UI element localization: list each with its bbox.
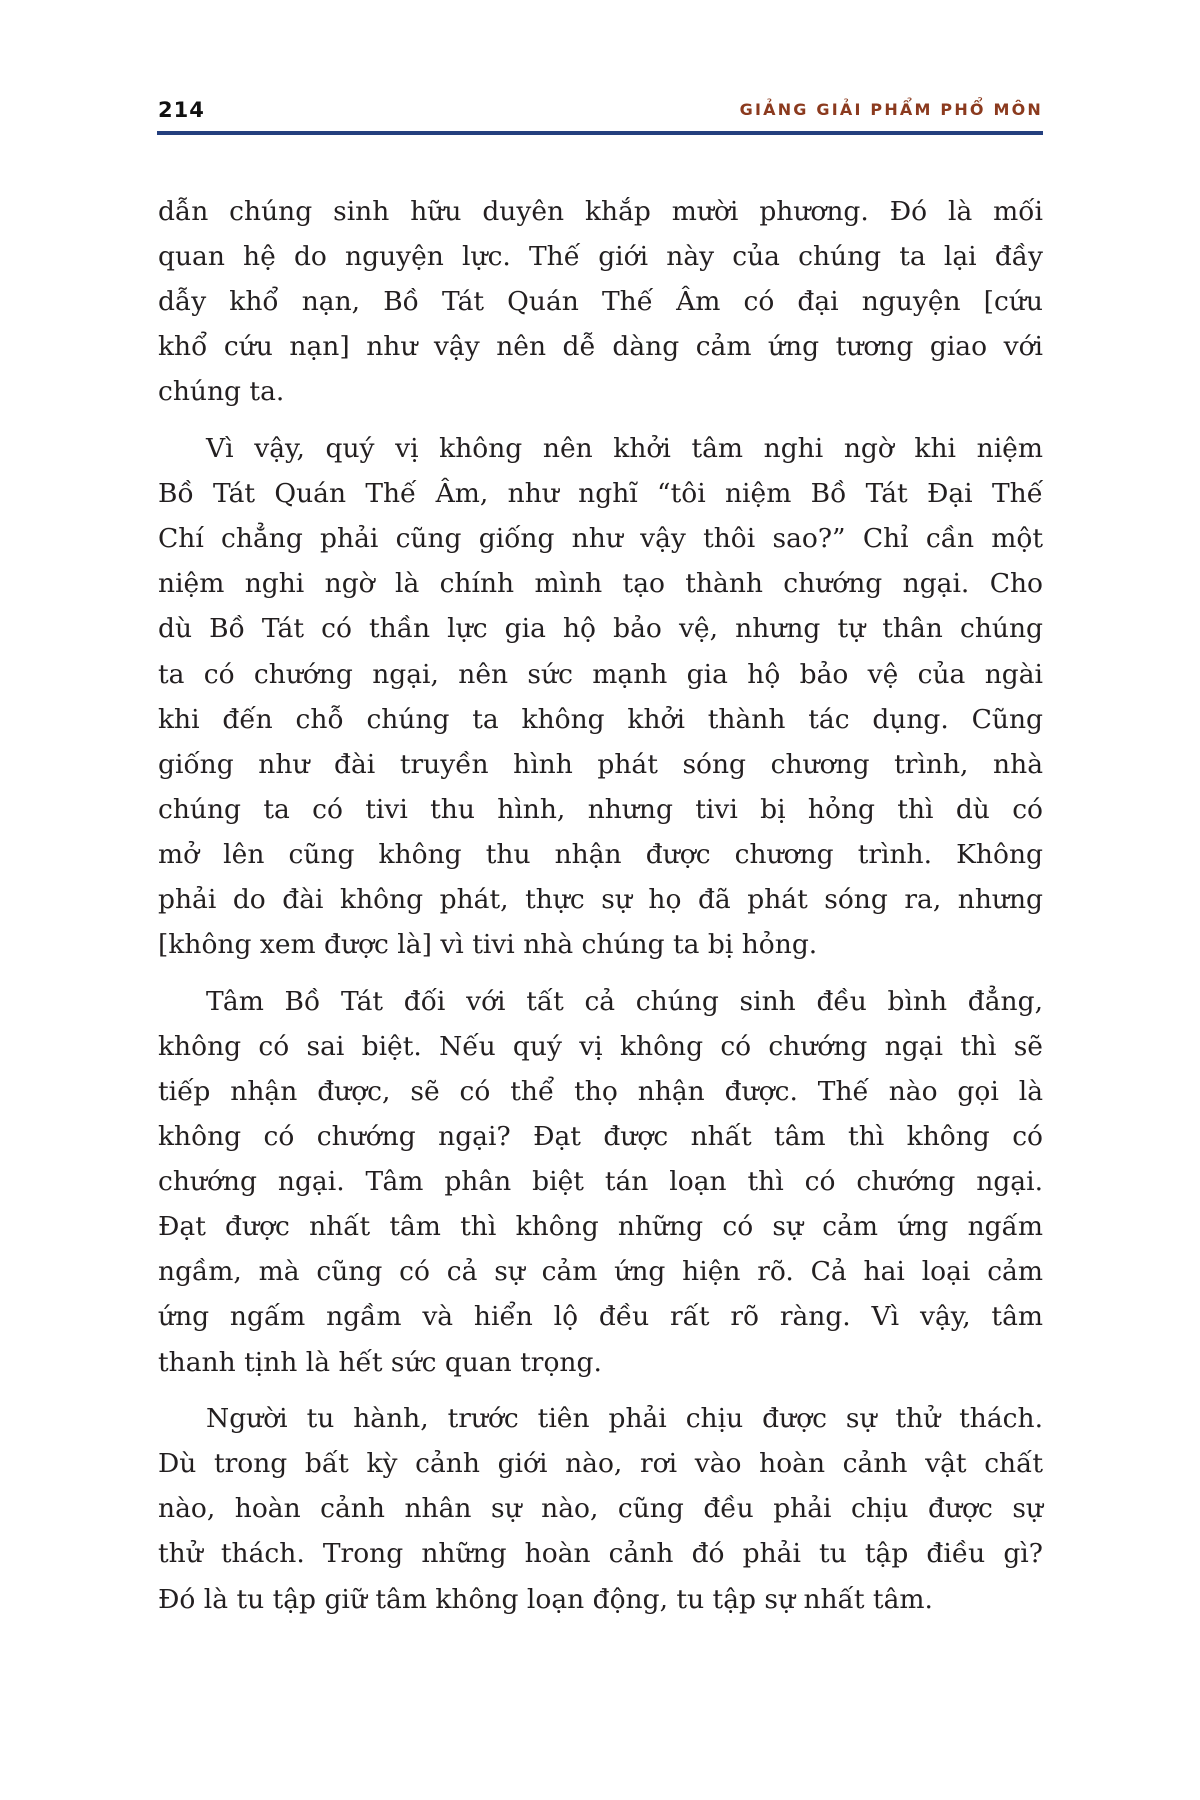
text-line: dẫy khổ nạn, Bồ Tát Quán Thế Âm có đại nguyện [cứu: [158, 286, 1043, 318]
text-line: Bồ Tát Quán Thế Âm, như nghĩ “tôi niệm Bồ Tát Đại Thế: [158, 478, 1043, 510]
text-line: Chí chẳng phải cũng giống như vậy thôi sao?” Chỉ cần một: [158, 523, 1043, 555]
page-header: [157, 96, 1043, 126]
text-line: niệm nghi ngờ là chính mình tạo thành chướng ngại. Cho: [158, 568, 1043, 600]
text-line: mở lên cũng không thu nhận được chương trình. Không: [158, 838, 1043, 870]
text-line: thanh tịnh là hết sức quan trọng.: [158, 1346, 602, 1378]
text-line: dù Bồ Tát có thần lực gia hộ bảo vệ, nhưng tự thân chúng: [158, 613, 1043, 645]
text-line: giống như đài truyền hình phát sóng chương trình, nhà: [158, 748, 1043, 780]
text-line: tiếp nhận được, sẽ có thể thọ nhận được. Thế nào gọi là: [158, 1075, 1043, 1107]
text-line: ta có chướng ngại, nên sức mạnh gia hộ bảo vệ của ngài: [158, 658, 1043, 690]
running-title: GIẢNG GIẢI PHẨM PHỔ MÔN: [739, 100, 1043, 119]
text-line: [không xem được là] vì tivi nhà chúng ta bị hỏng.: [158, 929, 818, 961]
text-line: Đạt được nhất tâm thì không những có sự cảm ứng ngấm: [158, 1211, 1043, 1243]
text-line: chúng ta.: [158, 376, 285, 408]
text-line: chúng ta có tivi thu hình, nhưng tivi bị hỏng thì dù có: [158, 793, 1043, 825]
text-line: phải do đài không phát, thực sự họ đã phát sóng ra, nhưng: [158, 884, 1043, 915]
text-line: dẫn chúng sinh hữu duyên khắp mười phương. Đó là mối: [158, 196, 1043, 227]
header-rule: [157, 131, 1043, 135]
text-line: Người tu hành, trước tiên phải chịu được sự thử thách.: [206, 1403, 1043, 1435]
text-line: không có sai biệt. Nếu quý vị không có chướng ngại thì sẽ: [158, 1030, 1043, 1062]
text-line: không có chướng ngại? Đạt được nhất tâm thì không có: [158, 1121, 1043, 1152]
text-line: ngầm, mà cũng có cả sự cảm ứng hiện rõ. Cả hai loại cảm: [158, 1256, 1043, 1288]
text-line: Tâm Bồ Tát đối với tất cả chúng sinh đều bình đẳng,: [206, 985, 1043, 1017]
text-line: Vì vậy, quý vị không nên khởi tâm nghi ngờ khi niệm: [206, 433, 1043, 464]
text-line: chướng ngại. Tâm phân biệt tán loạn thì có chướng ngại.: [158, 1166, 1043, 1198]
text-line: khi đến chỗ chúng ta không khởi thành tác dụng. Cũng: [158, 703, 1043, 735]
text-line: ứng ngấm ngầm và hiển lộ đều rất rõ ràng. Vì vậy, tâm: [158, 1301, 1043, 1333]
text-line: thử thách. Trong những hoàn cảnh đó phải tu tập điều gì?: [158, 1538, 1043, 1570]
text-line: quan hệ do nguyện lực. Thế giới này của chúng ta lại đầy: [158, 241, 1043, 273]
text-line: khổ cứu nạn] như vậy nên dễ dàng cảm ứng tương giao với: [158, 331, 1043, 363]
page-number: 214: [158, 98, 205, 122]
text-line: nào, hoàn cảnh nhân sự nào, cũng đều phải chịu được sự: [158, 1493, 1043, 1525]
text-line: Đó là tu tập giữ tâm không loạn động, tu tập sự nhất tâm.: [158, 1583, 933, 1615]
text-line: Dù trong bất kỳ cảnh giới nào, rơi vào hoàn cảnh vật chất: [158, 1448, 1043, 1480]
